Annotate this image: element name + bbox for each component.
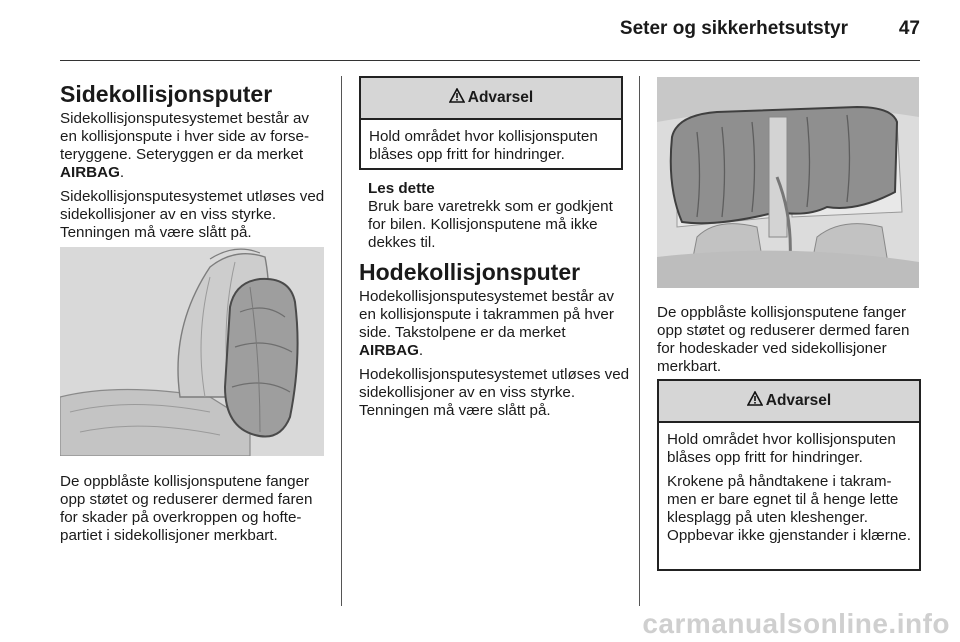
warning-text: Hold området hvor kollisjonsputen blåses opp fritt for hindringer.	[667, 431, 896, 466]
column-divider-2	[639, 76, 640, 606]
warning-text: Hold området hvor kollisjonsputen blåses opp fritt for hindringer.	[369, 128, 598, 163]
warning-triangle-icon	[449, 88, 465, 108]
warning-box-1	[359, 76, 623, 170]
section-heading-side-airbags: Sidekollisjonsputer	[60, 81, 273, 107]
note-heading: Les dette	[368, 180, 435, 197]
section-heading-head-airbags: Hodekollisjonsputer	[359, 259, 581, 285]
warning-body	[361, 120, 621, 176]
note-block	[368, 180, 634, 258]
caption-text: De oppblåste kollisjonsputene fanger opp støtet og reduserer dermed faren for skader på overkroppen og hoftepartiet i sidekollisjoner merkbart.	[60, 473, 313, 544]
header-rule	[60, 60, 920, 61]
paragraph: Hodekollisjonsputesystemet består av en kollisjonspute i takrammen på hver side. Takstolpene er da merket AIRBAG.	[359, 288, 614, 359]
figure-caption-2	[657, 304, 923, 382]
warning-triangle-icon	[747, 391, 763, 411]
paragraph: Sidekollisjonsputesystemet utløses ved sidekollisjoner av en viss styrke. Tenningen må være slått på.	[60, 188, 325, 241]
warning-title: Advarsel	[467, 89, 534, 106]
page-number: 47	[898, 18, 920, 39]
airbag-label: AIRBAG	[359, 342, 419, 359]
caption-text: De oppblåste kollisjonsputene fanger opp støtet og reduserer dermed faren for hodeskader ved sidekollisjoner merkbart.	[657, 304, 910, 375]
warning-header	[659, 381, 919, 423]
figure-caption-1	[60, 473, 326, 551]
seat-side-airbag-illustration	[60, 247, 324, 456]
warning-header	[361, 78, 621, 120]
paragraph: Sidekollisjonsputesystemet består av en kollisjonspute i hver side av forseteryggene. Seteryggen er da merket AIRBAG.	[60, 110, 310, 181]
warning-text: Krokene på håndtakene i takrammen er bare egnet til å henge lette klesplagg på uten kleshenger. Oppbevar ikke gjenstander i klærne.	[667, 473, 911, 544]
page-header-title: Seter og sikkerhetsutstyr	[619, 18, 848, 39]
column-2	[359, 258, 631, 426]
watermark: carmanualsonline.info	[642, 608, 950, 639]
column-divider-1	[341, 76, 342, 606]
paragraph: Hodekollisjonsputesystemet utløses ved sidekollisjoner av en viss styrke. Tenningen må være slått på.	[359, 366, 630, 419]
note-text: Bruk bare varetrekk som er godkjent for bilen. Kollisjonsputene må ikke dekkes til.	[368, 198, 613, 251]
column-1	[60, 80, 326, 248]
warning-body	[659, 423, 919, 557]
warning-title: Advarsel	[765, 392, 832, 409]
warning-box-2	[657, 379, 921, 571]
curtain-airbag-illustration	[657, 77, 919, 288]
airbag-label: AIRBAG	[60, 164, 120, 181]
